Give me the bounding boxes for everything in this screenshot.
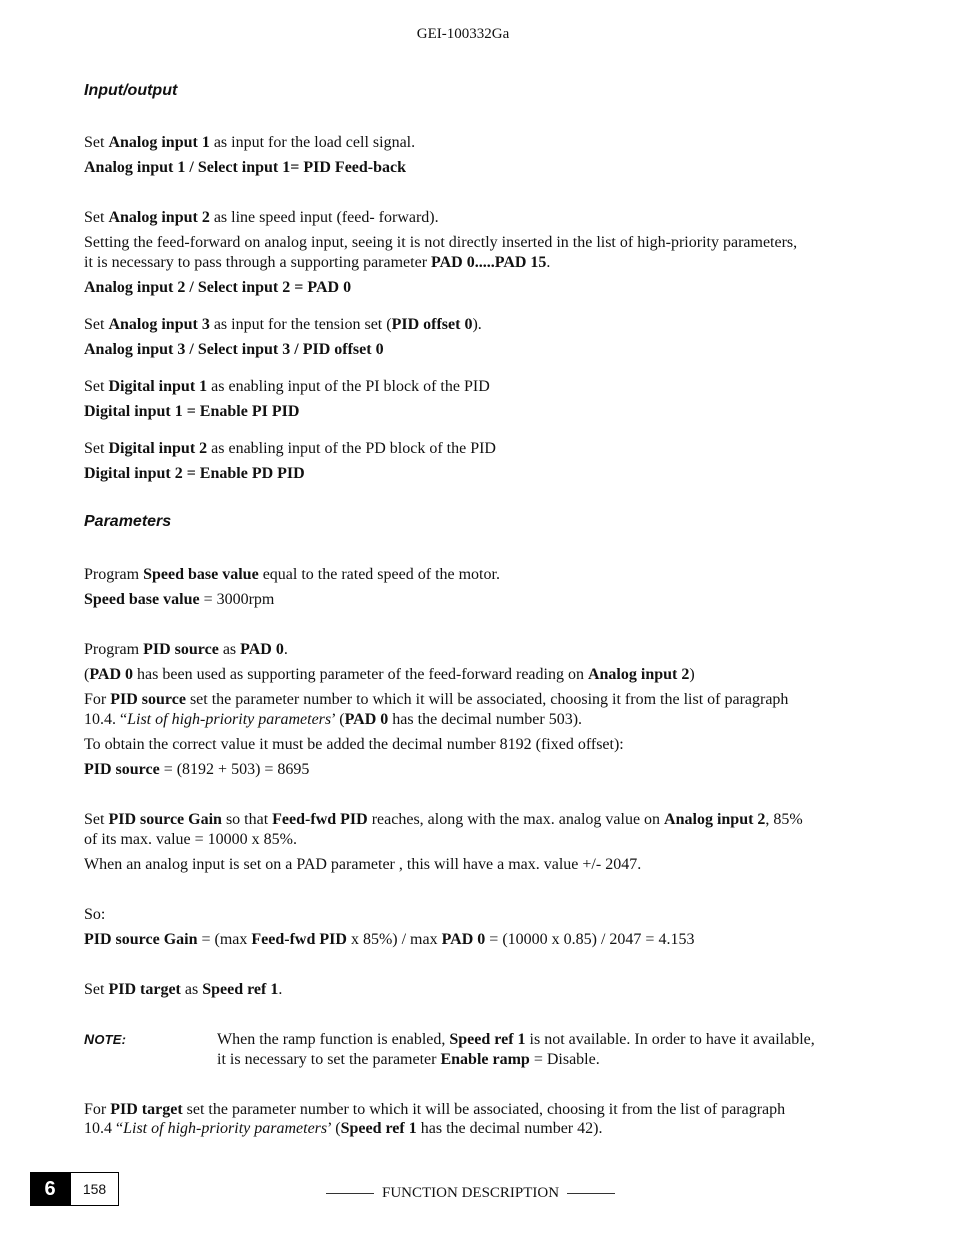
pad-0-note: (PAD 0 has been used as supporting parameter of the feed-forward reading on Analog input 2)	[84, 666, 695, 683]
chapter-number-tab: 6	[30, 1172, 70, 1206]
analog-input-2-instruction: Set Analog input 2 as line speed input (feed- forward).	[84, 209, 439, 226]
feed-forward-note-line-1: Setting the feed-forward on analog input, seeing it is not directly inserted in the list of high-priority parameters,	[84, 234, 798, 251]
feed-forward-note-line-2: it is necessary to pass through a supporting parameter PAD 0.....PAD 15.	[84, 254, 551, 271]
pid-source-gain-instruction-line-2: of its max. value = 10000 x 85%.	[84, 831, 297, 848]
note-text-line-1: When the ramp function is enabled, Speed ref 1 is not available. In order to have it available,	[217, 1031, 815, 1048]
digital-input-2-setting: Digital input 2 = Enable PD PID	[84, 465, 305, 482]
footer-rule-left	[326, 1193, 374, 1194]
pad-max-value-note: When an analog input is set on a PAD parameter , this will have a max. value +/- 2047.	[84, 856, 642, 873]
note-label: NOTE:	[84, 1031, 127, 1047]
so-label: So:	[84, 906, 106, 923]
analog-input-1-instruction: Set Analog input 1 as input for the load cell signal.	[84, 134, 416, 151]
footer-title-text: FUNCTION DESCRIPTION	[382, 1185, 560, 1201]
pid-source-calculation: PID source = (8192 + 503) = 8695	[84, 761, 310, 778]
fixed-offset-note: To obtain the correct value it must be added the decimal number 8192 (fixed offset):	[84, 736, 624, 753]
analog-input-1-setting: Analog input 1 / Select input 1= PID Feed-back	[84, 159, 407, 176]
pid-target-parameter-line-2: 10.4 “List of high-priority parameters’ (Speed ref 1 has the decimal number 42).	[84, 1120, 603, 1137]
pid-source-parameter-line-1: For PID source set the parameter number to which it will be associated, choosing it from the list of paragraph	[84, 691, 789, 708]
section-heading-input-output: Input/output	[84, 82, 178, 99]
analog-input-3-instruction: Set Analog input 3 as input for the tension set (PID offset 0).	[84, 316, 482, 333]
pid-source-instruction: Program PID source as PAD 0.	[84, 641, 288, 658]
footer-rule-right	[567, 1193, 615, 1194]
pid-target-instruction: Set PID target as Speed ref 1.	[84, 981, 283, 998]
digital-input-1-instruction: Set Digital input 1 as enabling input of the PI block of the PID	[84, 378, 490, 395]
pid-target-parameter-line-1: For PID target set the parameter number to which it will be associated, choosing it from the list of paragraph	[84, 1101, 786, 1118]
page-number: 158	[70, 1172, 119, 1206]
note-text-line-2: it is necessary to set the parameter Enable ramp = Disable.	[217, 1051, 600, 1068]
document-code: GEI-100332Ga	[416, 26, 510, 42]
pid-source-parameter-line-2: 10.4. “List of high-priority parameters’ (PAD 0 has the decimal number 503).	[84, 711, 583, 728]
pid-source-gain-instruction-line-1: Set PID source Gain so that Feed-fwd PID reaches, along with the max. analog value on Analog input 2, 85%	[84, 811, 803, 828]
analog-input-3-setting: Analog input 3 / Select input 3 / PID offset 0	[84, 341, 384, 358]
section-heading-parameters: Parameters	[84, 513, 172, 530]
speed-base-value-instruction: Program Speed base value equal to the rated speed of the motor.	[84, 566, 500, 583]
digital-input-2-instruction: Set Digital input 2 as enabling input of the PD block of the PID	[84, 440, 496, 457]
pid-source-gain-calculation: PID source Gain = (max Feed-fwd PID x 85%) / max PAD 0 = (10000 x 0.85) / 2047 = 4.153	[84, 931, 695, 948]
speed-base-value-setting: Speed base value = 3000rpm	[84, 591, 275, 608]
footer-section-title	[318, 1183, 623, 1203]
analog-input-2-setting: Analog input 2 / Select input 2 = PAD 0	[84, 279, 352, 296]
digital-input-1-setting: Digital input 1 = Enable PI PID	[84, 403, 300, 420]
